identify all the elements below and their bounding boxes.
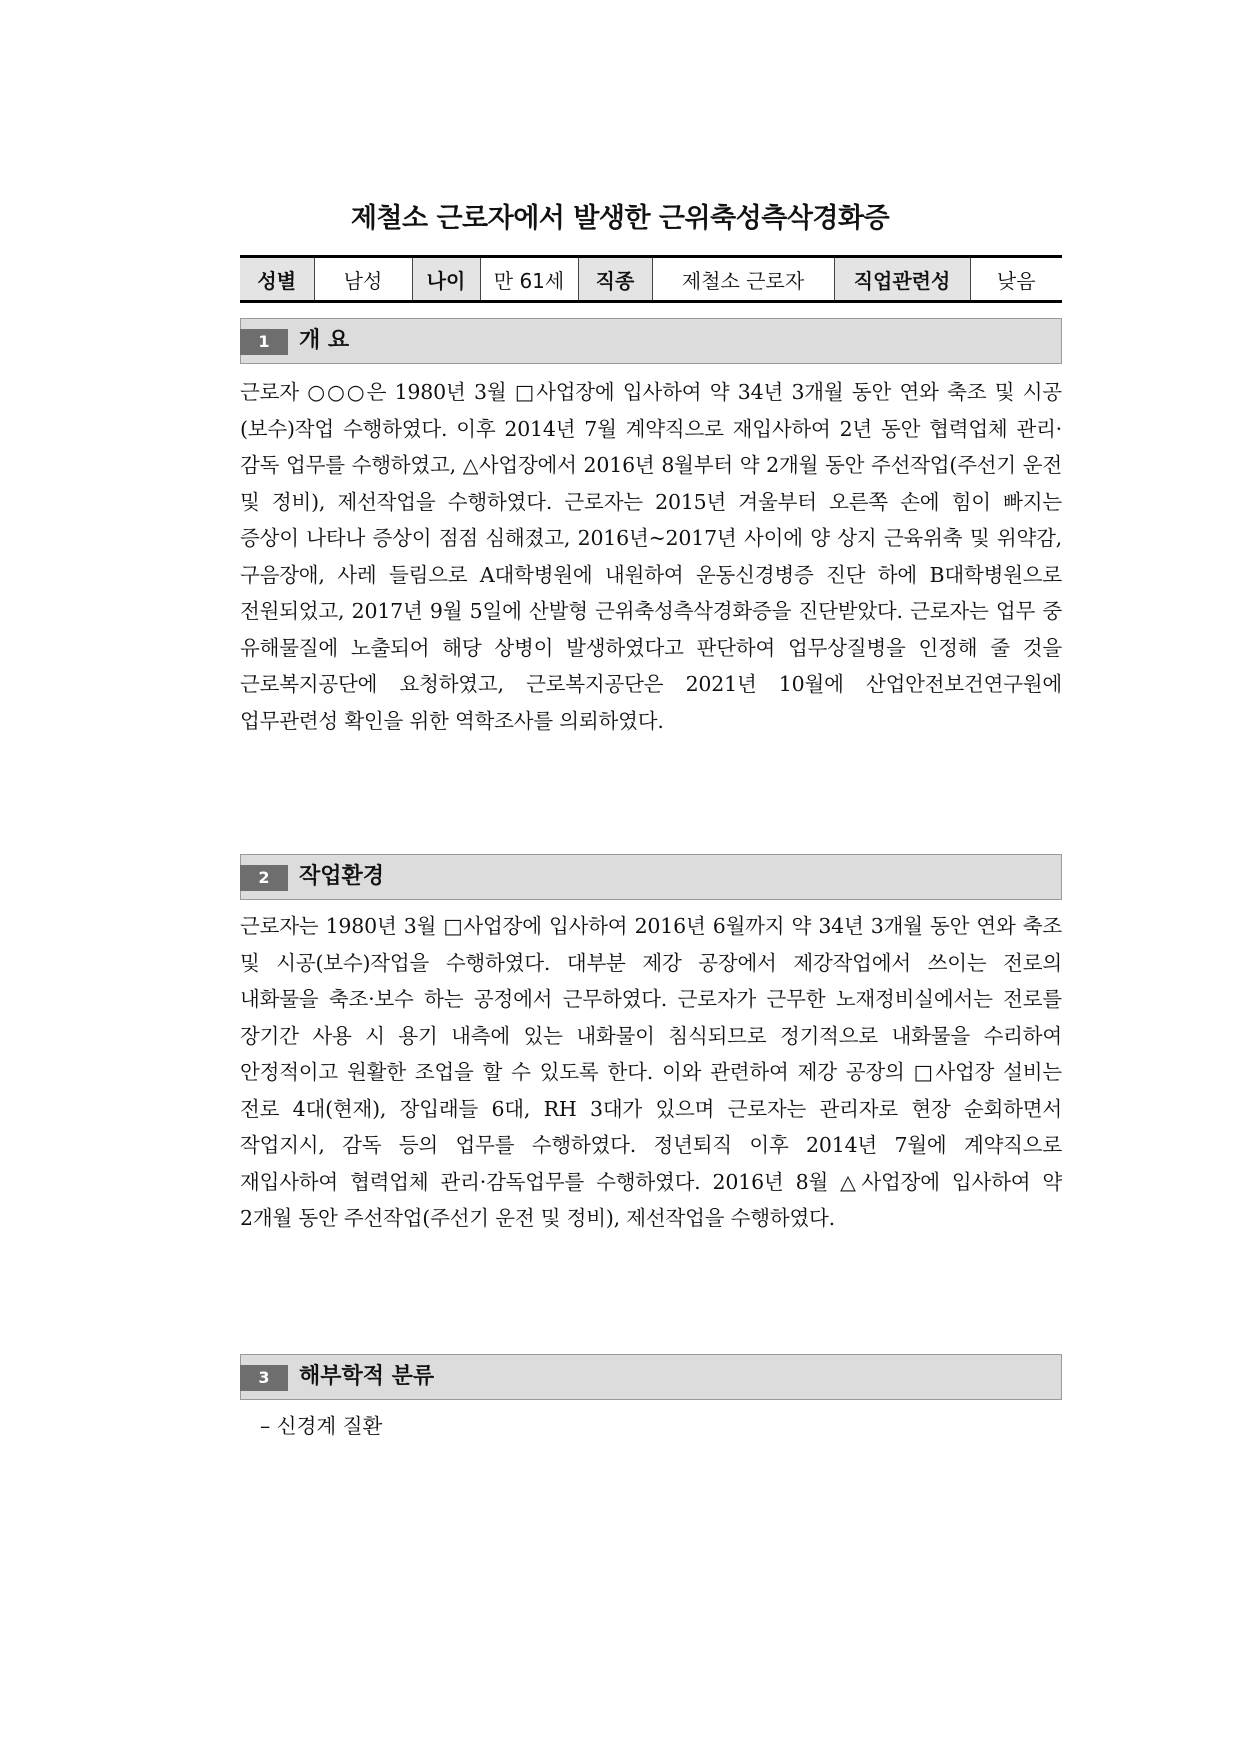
classification-item: – 신경계 질환: [260, 1414, 383, 1438]
section-header-overview: [240, 318, 1062, 364]
section-number: 3: [240, 1365, 288, 1391]
info-table: [240, 255, 1062, 303]
gender-value: 남성: [314, 257, 412, 302]
work-environment-paragraph: 근로자는 1980년 3월 □사업장에 입사하여 2016년 6월까지 약 34년 3개월 동안 연와 축조 및 시공(보수)작업을 수행하였다. 대부분 제강 공장에서 제강작업에서 쓰이는 전로의 내화물을 축조·보수 하는 공정에서 근무하였다. 근로자가 근무한 노재정비실에서는 전로를 장기간 사용 시 용기 내측에 있는 내화물이 침식되므로 정기적으로 내화물을 수리하여 안정적이고 원활한 조업을 할 수 있도록 한다. 이와 관련하여 제강 공장의 □사업장 설비는 전로 4대(현재), 장입래들 6대, RH 3대가 있으며 근로자는 관리자로 현장 순회하면서 작업지시, 감독 등의 업무를 수행하였다. 정년퇴직 이후 2014년 7월에 계약직으로 재입사하여 협력업체 관리·감독업무를 수행하였다. 2016년 8월 △사업장에 입사하여 약 2개월 동안 주선작업(주선기 운전 및 정비), 제선작업을 수행하였다.: [240, 914, 1062, 1230]
section-header-anatomical-classification: [240, 1354, 1062, 1400]
section-number: 2: [240, 865, 288, 891]
section-title: 해부학적 분류: [299, 1364, 435, 1389]
job-label: 직종: [578, 257, 652, 302]
relevance-value: 낮음: [970, 257, 1062, 302]
job-value: 제철소 근로자: [652, 257, 834, 302]
gender-label: 성별: [240, 257, 314, 302]
section-title: 작업환경: [299, 864, 385, 889]
section-title: 개 요: [299, 328, 350, 353]
age-value: 만 61세: [480, 257, 578, 302]
document-title: 제철소 근로자에서 발생한 근위축성측삭경화증: [350, 203, 890, 234]
section-header-work-environment: [240, 854, 1062, 900]
relevance-label: 직업관련성: [834, 257, 970, 302]
age-label: 나이: [412, 257, 480, 302]
section-number: 1: [240, 329, 288, 355]
overview-paragraph: 근로자 ○○○은 1980년 3월 □사업장에 입사하여 약 34년 3개월 동안 연와 축조 및 시공(보수)작업 수행하였다. 이후 2014년 7월 계약직으로 재입사하여 2년 동안 협력업체 관리·감독 업무를 수행하였고, △사업장에서 2016년 8월부터 약 2개월 동안 주선작업(주선기 운전 및 정비), 제선작업을 수행하였다. 근로자는 2015년 겨울부터 오른쪽 손에 힘이 빠지는 증상이 나타나 증상이 점점 심해졌고, 2016년~2017년 사이에 양 상지 근육위축 및 위약감, 구음장애, 사레 들림으로 A대학병원에 내원하여 운동신경병증 진단 하에 B대학병원으로 전원되었고, 2017년 9월 5일에 산발형 근위축성측삭경화증을 진단받았다. 근로자는 업무 중 유해물질에 노출되어 해당 상병이 발생하였다고 판단하여 업무상질병을 인정해 줄 것을 근로복지공단에 요청하였고, 근로복지공단은 2021년 10월에 산업안전보건연구원에 업무관련성 확인을 위한 역학조사를 의뢰하였다.: [240, 380, 1062, 733]
